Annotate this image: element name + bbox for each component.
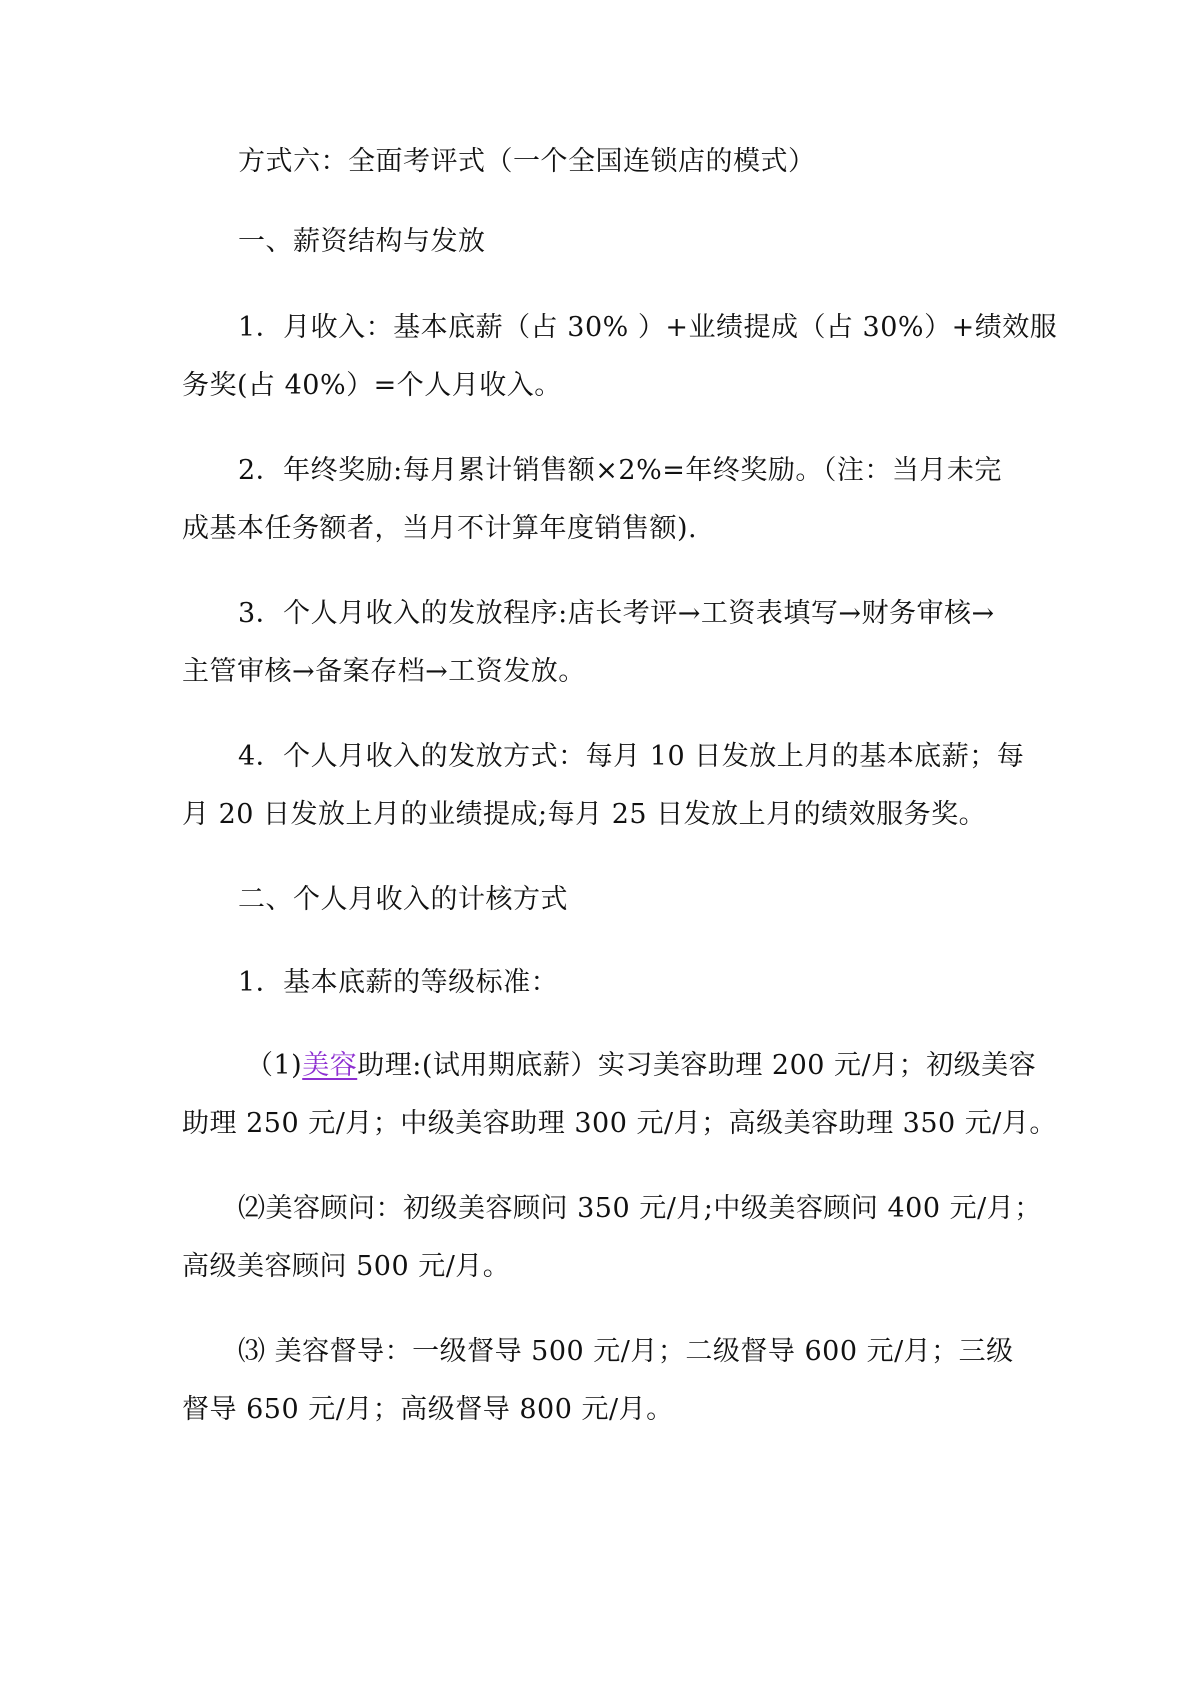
- paragraph-3-line-2: 督导 650 元/月；高级督导 800 元/月。: [182, 1394, 674, 1425]
- item-4-line-1: 4．个人月收入的发放方式：每月 10 日发放上月的基本底薪；每: [238, 741, 1025, 772]
- item-4-line-2: 月 20 日发放上月的业绩提成;每月 25 日发放上月的绩效服务奖。: [182, 799, 987, 830]
- item-1-line-1: 1．月收入：基本底薪（占 30% ）+业绩提成（占 30%）+绩效服: [238, 312, 1058, 343]
- item-1-line-2: 务奖(占 40%）=个人月收入。: [182, 370, 562, 401]
- paragraph-1-line-2: 助理 250 元/月；中级美容助理 300 元/月；高级美容助理 350 元/月。: [182, 1108, 1057, 1139]
- item-2-line-2: 成基本任务额者，当月不计算年度销售额).: [182, 513, 698, 544]
- document-title: 方式六：全面考评式（一个全国连锁店的模式）: [238, 146, 816, 177]
- section-heading-salary-structure: 一、薪资结构与发放: [238, 226, 486, 257]
- item-3-line-1: 3．个人月收入的发放程序:店长考评→工资表填写→财务审核→: [238, 598, 995, 629]
- subheading-base-salary-levels: 1．基本底薪的等级标准：: [238, 967, 559, 998]
- paragraph-1-rest: 助理:(试用期底薪）实习美容助理 200 元/月；初级美容: [357, 1050, 1037, 1081]
- item-3-line-2: 主管审核→备案存档→工资发放。: [182, 656, 586, 687]
- section-heading-income-calculation: 二、个人月收入的计核方式: [238, 884, 568, 915]
- paragraph-2-line-1: ⑵美容顾问：初级美容顾问 350 元/月;中级美容顾问 400 元/月；: [238, 1193, 1042, 1224]
- paragraph-1-line-1: [246, 1046, 1086, 1086]
- paragraph-1-prefix: （1): [246, 1050, 303, 1081]
- paragraph-3-line-1: ⑶ 美容督导：一级督导 500 元/月；二级督导 600 元/月；三级: [238, 1336, 1014, 1367]
- paragraph-2-line-2: 高级美容顾问 500 元/月。: [182, 1251, 511, 1282]
- item-2-line-1: 2．年终奖励:每月累计销售额×2%=年终奖励。（注：当月未完: [238, 455, 1002, 486]
- beauty-link[interactable]: 美容: [302, 1050, 358, 1081]
